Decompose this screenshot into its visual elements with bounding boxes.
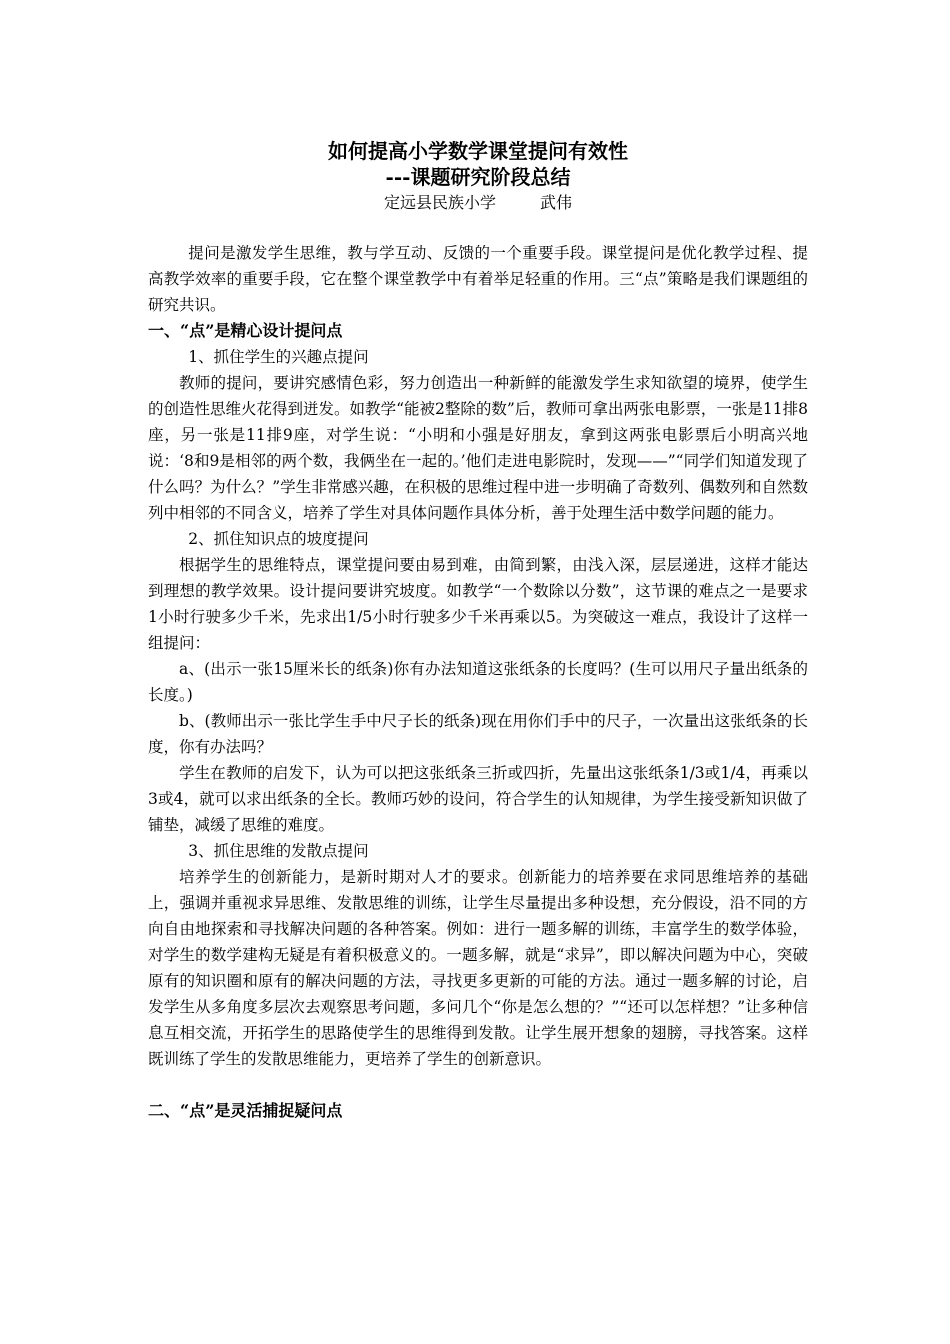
subsection-3-paragraph: 培养学生的创新能力，是新时期对人才的要求。创新能力的培养要在求同思维培养的基础上，强调并重视求异思维、发散思维的训练，让学生尽量提出多种设想，充分假设，沿不同的方向自由地探索和寻找解决问题的各种答案。例如：进行一题多解的训练，丰富学生的数学体验，对学生的数学建构无疑是有着积极意义的。一题多解，就是“求异”，即以解决问题为中心，突破原有的知识圈和原有的解决问题的方法，寻找更多更新的可能的方法。通过一题多解的讨论，启发学生从多角度多层次去观察思考问题，多问几个“你是怎么想的？”“还可以怎样想？”让多种信息互相交流，开拓学生的思路使学生的思维得到发散。让学生展开想象的翅膀，寻找答案。这样既训练了学生的发散思维能力，更培养了学生的创新意识。 [148, 868, 808, 1068]
subsection-2-paragraph-1: 根据学生的思维特点，课堂提问要由易到难，由简到繁，由浅入深，层层递进，这样才能达到理想的教学效果。设计提问要讲究坡度。如教学“一个数除以分数”，这节课的难点之一是要求1小时行驶多少千米，先求出1/5小时行驶多少千米再乘以5。为突破这一难点，我设计了这样一组提问： [148, 556, 808, 652]
subsection-2-question-a: a、(出示一张15厘米长的纸条)你有办法知道这张纸条的长度吗？(生可以用尺子量出纸条的长度。) [148, 660, 808, 704]
intro-paragraph: 提问是激发学生思维，教与学互动、反馈的一个重要手段。课堂提问是优化教学过程、提高教学效率的重要手段，它在整个课堂教学中有着举足轻重的作用。三“点”策略是我们课题组的研究共识。 [148, 244, 808, 314]
section-1-heading: 一、“点”是精心设计提问点 [148, 321, 343, 340]
subsection-2-heading: 2、抓住知识点的坡度提问 [188, 530, 369, 548]
subsection-2-paragraph-4: 学生在教师的启发下，认为可以把这张纸条三折或四折，先量出这张纸条1/3或1/4，再乘以3或4，就可以求出纸条的全长。教师巧妙的设问，符合学生的认知规律，为学生接受新知识做了铺垫，减缓了思维的难度。 [148, 764, 808, 834]
document-page [148, 138, 808, 1124]
subsection-1-heading: 1、抓住学生的兴趣点提问 [188, 348, 369, 366]
subsection-1-paragraph: 教师的提问，要讲究感情色彩，努力创造出一种新鲜的能激发学生求知欲望的境界，使学生的创造性思维火花得到迸发。如教学“能被2整除的数”后，教师可拿出两张电影票，一张是11排8座，另一张是11排9座，对学生说：“小明和小强是好朋友，拿到这两张电影票后小明高兴地说：‘8和9是相邻的两个数，我俩坐在一起的。’他们走进电影院时，发现——”“同学们知道发现了什么吗？为什么？”学生非常感兴趣，在积极的思维过程中进一步明确了奇数列、偶数列和自然数列中相邻的不同含义，培养了学生对具体问题作具体分析，善于处理生活中数学问题的能力。 [148, 374, 808, 522]
author-name: 武伟 [540, 193, 573, 212]
subsection-3-heading: 3、抓住思维的发散点提问 [188, 842, 369, 860]
subsection-2-question-b: b、(教师出示一张比学生手中尺子长的纸条)现在用你们手中的尺子，一次量出这张纸条的长度，你有办法吗？ [148, 712, 808, 756]
byline [148, 190, 808, 216]
document-subtitle: ---课题研究阶段总结 [385, 165, 571, 189]
document-body [148, 240, 808, 1124]
document-title: 如何提高小学数学课堂提问有效性 [328, 139, 628, 163]
school-name: 定远县民族小学 [383, 193, 496, 212]
section-2-heading: 二、“点”是灵活捕捉疑问点 [148, 1101, 343, 1120]
